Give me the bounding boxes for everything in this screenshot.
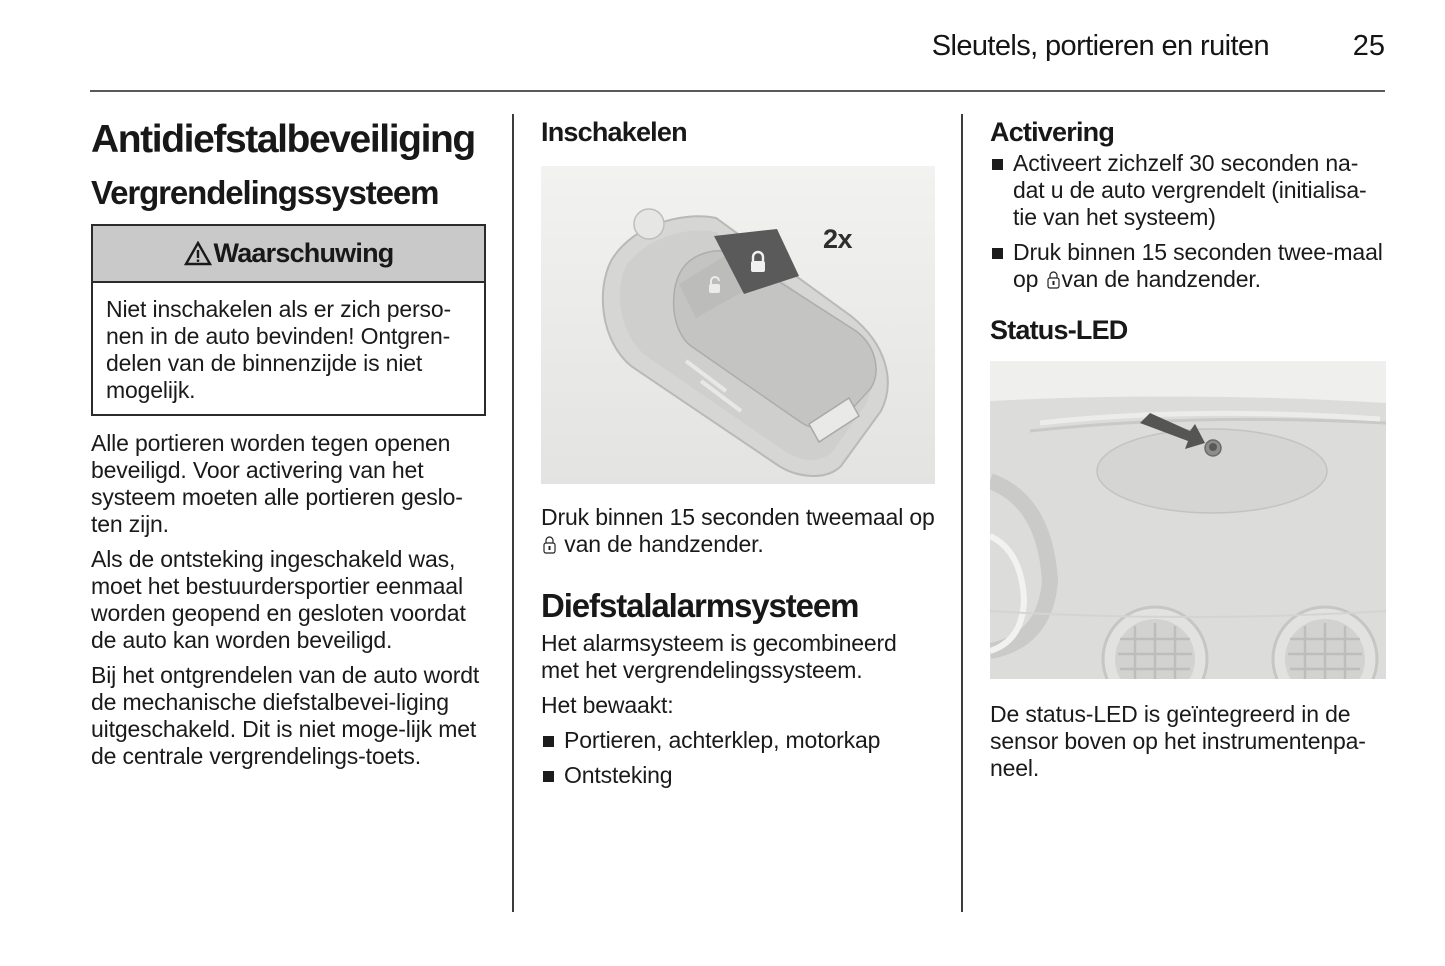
- activering-bullet-list: [990, 150, 1386, 293]
- key-fob-figure: [541, 166, 935, 484]
- warning-box: [91, 224, 486, 416]
- bullet-square-icon: [992, 248, 1003, 259]
- list-item: Activeert zichzelf 30 seconden na-dat u de auto vergrendelt (initialisa-tie van het systeem): [990, 150, 1386, 231]
- page-number: 25: [1352, 30, 1385, 62]
- paragraph: Het bewaakt:: [541, 692, 674, 718]
- bullet-square-icon: [992, 159, 1003, 170]
- column-divider: [961, 114, 963, 912]
- column-2: [541, 110, 935, 797]
- column-1: [91, 110, 487, 778]
- lock-icon: [543, 533, 556, 552]
- instruction-text: van de handzender.: [564, 531, 764, 557]
- section-title: Sleutels, portieren en ruiten: [931, 30, 1269, 62]
- dashboard-figure: [990, 361, 1386, 679]
- section-heading: Vergrendelingssysteem: [91, 174, 439, 211]
- paragraph: Als de ontsteking ingeschakeld was, moet het bestuurdersportier eenmaal worden geopend en gesloten voordat de auto kan worden beveiligd.: [91, 546, 466, 653]
- lock-icon: [1047, 268, 1060, 287]
- bullet-square-icon: [543, 771, 554, 782]
- press-count-label: 2x: [823, 224, 853, 254]
- list-item: Ontsteking: [541, 762, 935, 789]
- warning-triangle-icon: [184, 241, 212, 266]
- section-heading-alarm: Diefstalalarmsysteem: [541, 587, 859, 624]
- warning-body: [93, 283, 484, 414]
- paragraph: Het alarmsysteem is gecombineerd met het vergrendelingssysteem.: [541, 630, 897, 683]
- bullet-square-icon: [543, 736, 554, 747]
- paragraph: Alle portieren worden tegen openen beveiligd. Voor activering van het systeem moeten alle portieren geslo-ten zijn.: [91, 430, 463, 537]
- paragraph: Bij het ontgrendelen van de auto wordt de mechanische diefstalbevei-liging uitgeschakeld. Dit is niet moge-lijk met de centrale vergrendelings-toets.: [91, 662, 480, 769]
- paragraph: [541, 504, 935, 558]
- list-item: Portieren, achterklep, motorkap: [541, 727, 935, 754]
- dashboard-status-led-illustration-icon: [990, 361, 1386, 679]
- warning-text: Niet inschakelen als er zich perso-nen in de auto bevinden! Ontgren-delen van de binnenzijde is niet mogelijk.: [106, 296, 452, 403]
- column-divider: [512, 114, 514, 912]
- key-fob-illustration-icon: [541, 166, 935, 484]
- subheading-inschakelen: Inschakelen: [541, 117, 687, 147]
- header-rule: [90, 90, 1385, 92]
- subheading-activering: Activering: [990, 117, 1115, 147]
- subheading-status-led: Status-LED: [990, 315, 1128, 345]
- page-heading: Antidiefstalbeveiliging: [91, 118, 475, 161]
- column-3: [990, 110, 1386, 790]
- list-item: Druk binnen 15 seconden twee-maal op van de handzender.: [990, 239, 1386, 293]
- paragraph: De status-LED is geïntegreerd in de sensor boven op het instrumentenpa-neel.: [990, 701, 1366, 781]
- instruction-text: Druk binnen 15 seconden tweemaal op: [541, 504, 935, 530]
- running-header: [90, 28, 1385, 68]
- alarm-bullet-list: [541, 727, 935, 789]
- warning-header: [93, 226, 484, 283]
- warning-title: Waarschuwing: [213, 238, 394, 268]
